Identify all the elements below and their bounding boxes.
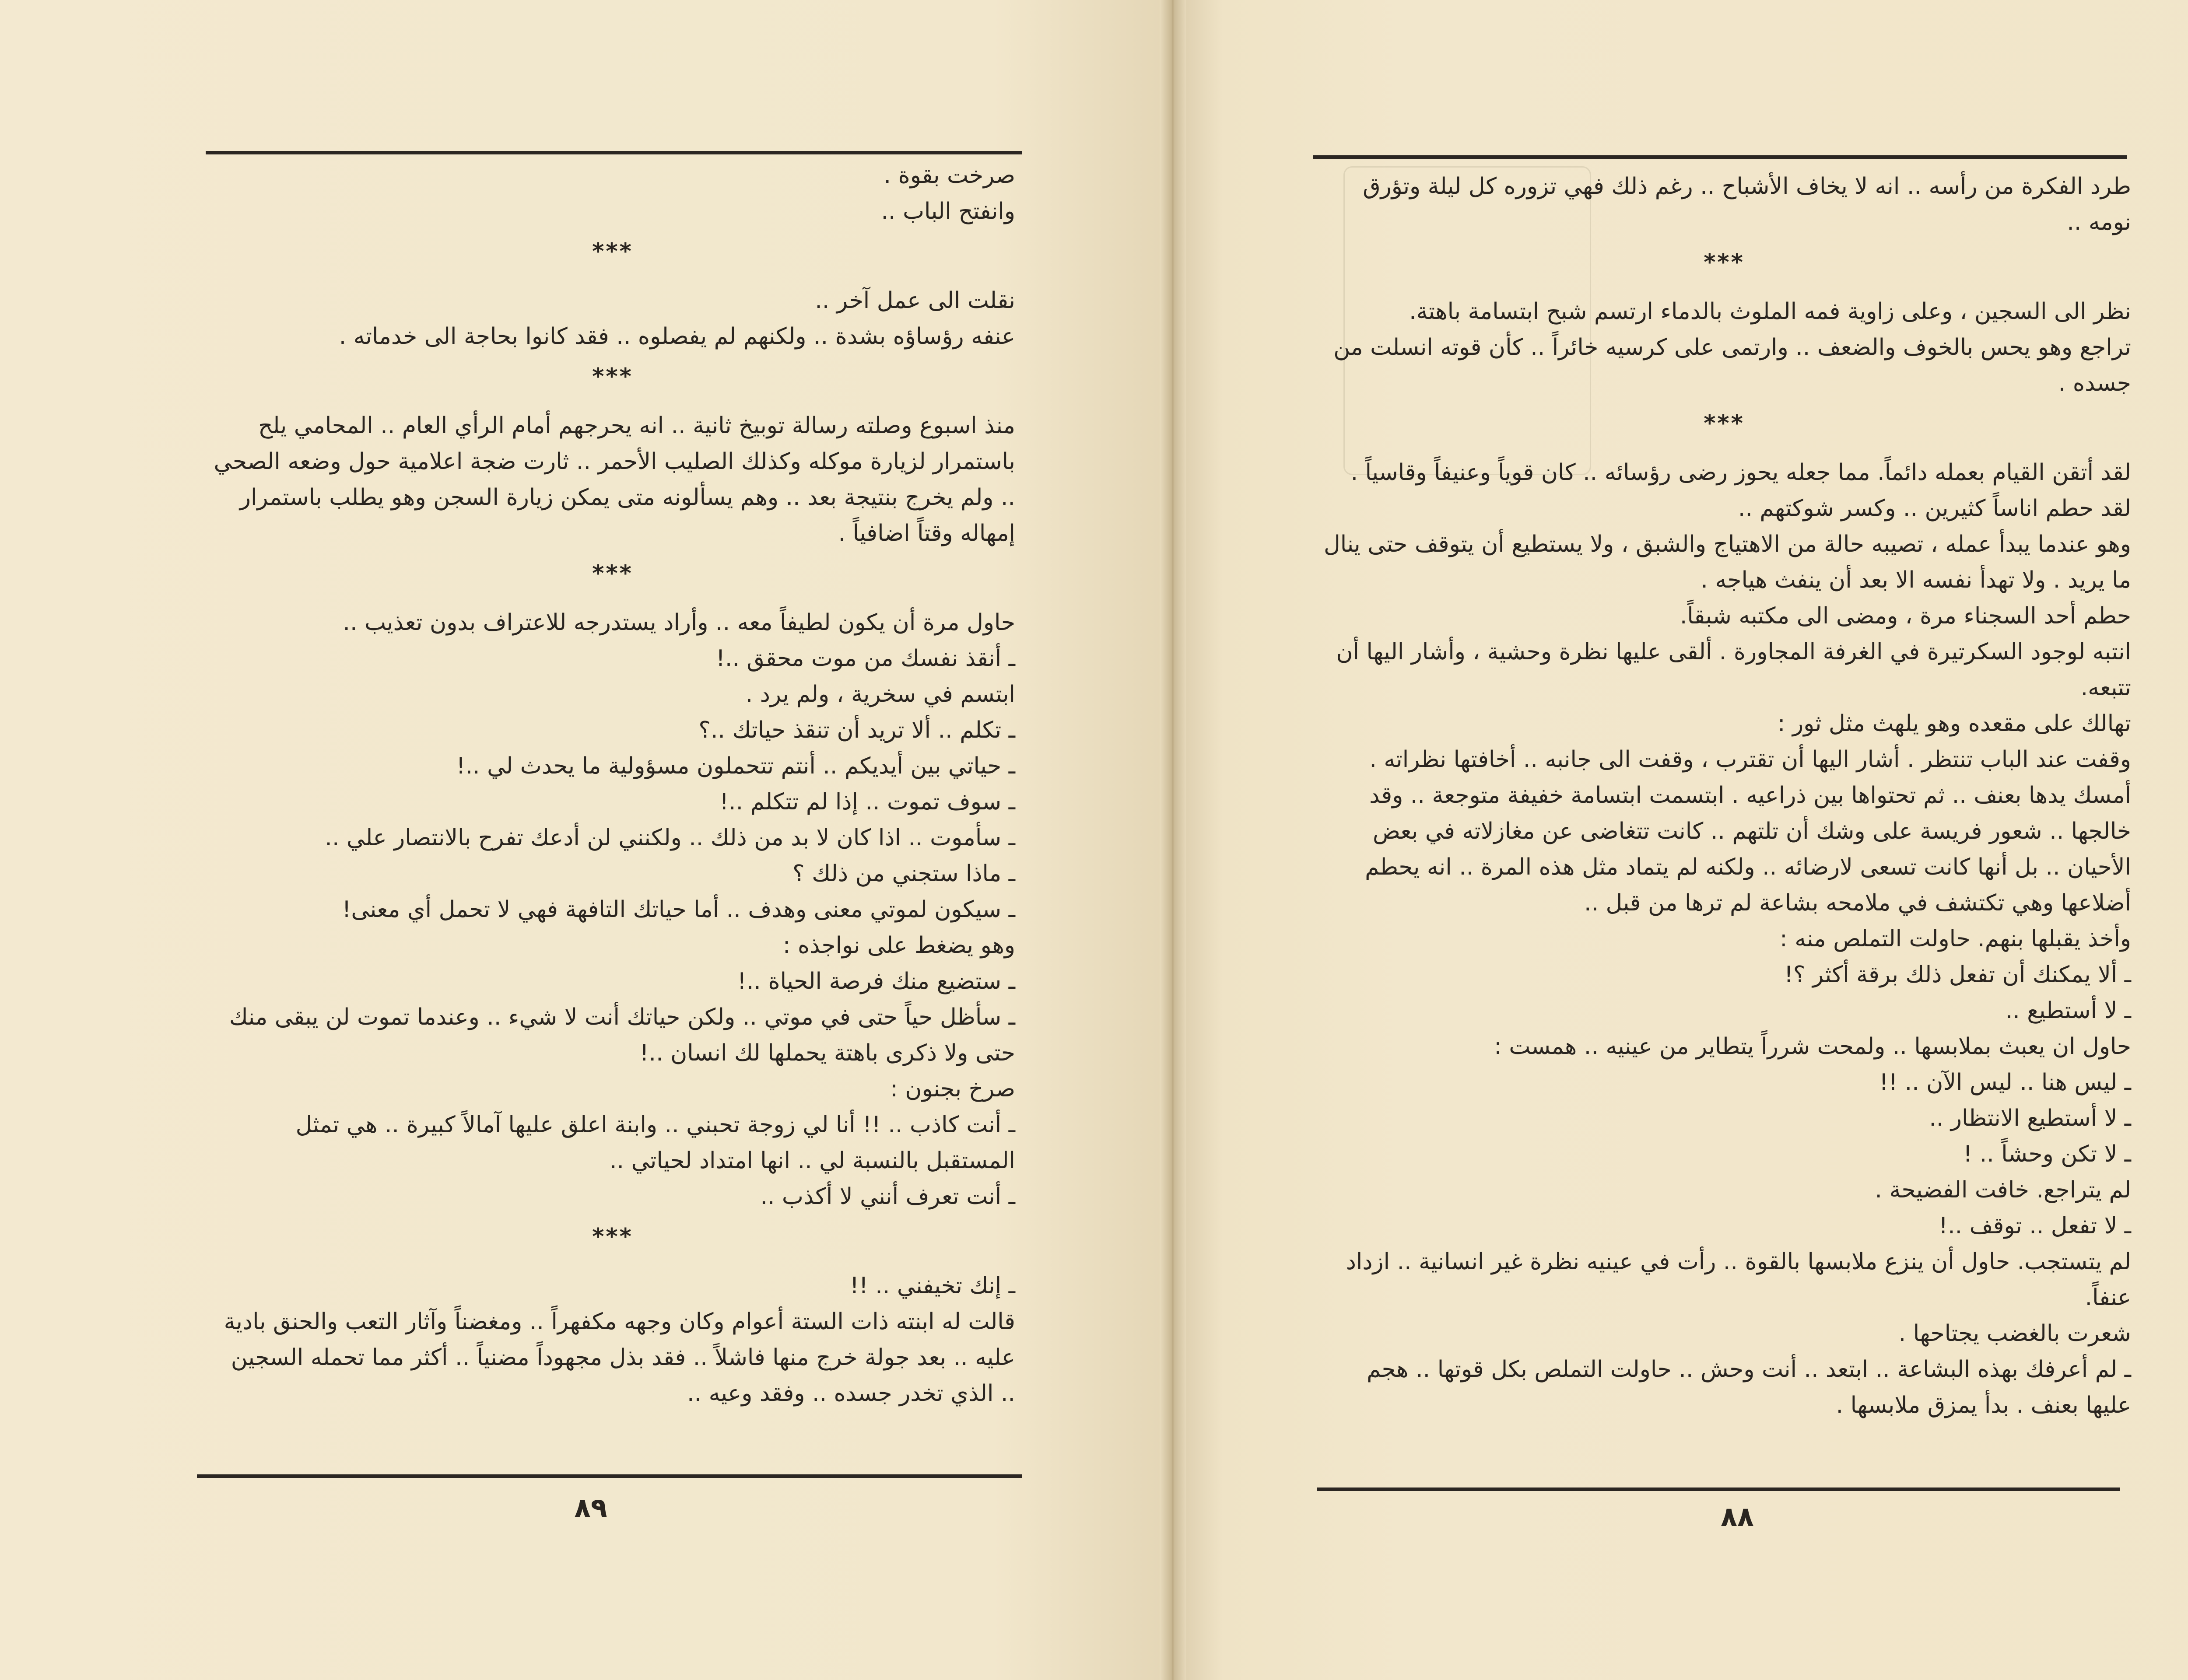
text-paragraph: وهو يضغط على نواجذه :: [782, 932, 1015, 959]
text-paragraph: ـ أنت تعرف أنني لا أكذب ..: [760, 1183, 1015, 1210]
text-paragraph: ـ لم أعرفك بهذه البشاعة .. ابتعد .. أنت وحش .. حاولت التملص بكل قوتها .. هجم عليها بعنف . بدأ يمزق ملابسها .: [1366, 1356, 2131, 1418]
text-paragraph: حاول مرة أن يكون لطيفاً معه .. وأراد يستدرجه للاعتراف بدون تعذيب ..: [343, 609, 1015, 636]
text-paragraph: ـ حياتي بين أيديكم .. أنتم تتحملون مسؤولية ما يحدث لي ..!: [456, 753, 1015, 779]
text-paragraph: قالت له ابنته ذات الستة أعوام وكان وجهه مكفهراً .. ومغضناً وآثار التعب والحنق بادية عليه .. بعد جولة خرج منها فاشلاً .. فقد بذل مجهوداً مضنياً .. أكثر مما تحمله السجين .. الذي تخدر جسده .. وفقد وعيه ..: [224, 1309, 1015, 1407]
section-divider: ***: [592, 560, 633, 587]
text-paragraph: ـ ماذا ستجني من ذلك ؟: [792, 861, 1015, 887]
text-paragraph: منذ اسبوع وصلته رسالة توبيخ ثانية .. انه يحرجهم أمام الرأي العام .. المحامي يلح باستمرار لزيارة موكله وكذلك الصليب الأحمر .. ثارت ضجة اعلامية حول وضعه الصحي .. ولم يخرج بنتيجة بعد .. وهم يسألونه متى يمكن زيارة السجن وهو يطلب باستمرار إمهاله وقتاً اضافياً .: [214, 413, 1015, 546]
text-paragraph: ـ سوف تموت .. إذا لم تتكلم ..!: [719, 789, 1015, 815]
section-divider: ***: [592, 364, 633, 390]
text-paragraph: ابتسم في سخرية ، ولم يرد .: [745, 681, 1015, 707]
text-paragraph: ـ تكلم .. ألا تريد أن تنقذ حياتك ..؟: [698, 717, 1015, 743]
text-paragraph: صرخت بقوة .: [884, 162, 1015, 189]
right-page-number: ٨٨: [1721, 1501, 1754, 1533]
text-paragraph: ـ ستضيع منك فرصة الحياة ..!: [737, 968, 1015, 994]
text-paragraph: ـ سأموت .. اذا كان لا بد من ذلك .. ولكنني لن أدعك تفرح بالانتصار علي ..: [325, 825, 1015, 851]
text-paragraph: وقفت عند الباب تنتظر . أشار اليها أن تقترب ، وقفت الى جانبه .. أخافتها نظراته . أمسك يدها بعنف .. ثم تحتواها بين ذراعيه . ابتسمت ابتسامة خفيفة متوجعة .. وقد خالجها .. شعور فريسة على وشك أن تلتهم .. كانت تتغاضى عن مغازلاته في بعض الأحيان .. بل أنها كانت تسعى لارضائه .. ولكنه لم يتماد مثل هذه المرة .. انه يحطم أضلاعها وهي تكتشف في ملامحه بشاعة لم ترها من قبل ..: [1365, 746, 2131, 916]
left-bottom-rule: [197, 1474, 1022, 1478]
text-paragraph: ـ إنك تخيفني .. !!: [850, 1273, 1015, 1299]
right-page-text: [1317, 168, 2131, 1423]
text-paragraph: ـ لا أستطيع الانتظار ..: [1929, 1105, 2131, 1131]
left-page-text: [210, 158, 1015, 1411]
text-paragraph: وانفتح الباب ..: [881, 198, 1015, 224]
text-paragraph: حطم أحد السجناء مرة ، ومضى الى مكتبه شبقاً.: [1680, 603, 2131, 629]
text-paragraph: وهو عندما يبدأ عمله ، تصيبه حالة من الاهتياج والشبق ، ولا يستطيع أن يتوقف حتى ينال ما يريد . ولا تهدأ نفسه الا بعد أن ينفث هياجه .: [1323, 531, 2131, 593]
text-paragraph: نظر الى السجين ، وعلى زاوية فمه الملوث بالدماء ارتسم شبح ابتسامة باهتة.: [1409, 298, 2131, 325]
text-paragraph: ـ ألا يمكنك أن تفعل ذلك برقة أكثر ؟!: [1784, 962, 2131, 988]
text-paragraph: تهالك على مقعده وهو يلهث مثل ثور :: [1777, 710, 2131, 737]
left-top-rule: [206, 151, 1022, 154]
text-paragraph: ـ لا تفعل .. توقف ..!: [1939, 1213, 2131, 1239]
right-top-rule: [1313, 155, 2127, 159]
left-page-number: ٨٩: [574, 1492, 607, 1524]
text-paragraph: ـ أنت كاذب .. !! أنا لي زوجة تحبني .. وابنة اعلق عليها آمالاً كبيرة .. هي تمثل المستقبل بالنسبة لي .. انها امتداد لحياتي ..: [295, 1112, 1015, 1174]
text-paragraph: ـ لا تكن وحشاً .. !: [1963, 1141, 2131, 1167]
text-paragraph: ـ أنقذ نفسك من موت محقق ..!: [715, 645, 1015, 672]
text-paragraph: تراجع وهو يحس بالخوف والضعف .. وارتمى على كرسيه خائراً .. كأن قوته انسلت من جسده .: [1333, 334, 2131, 396]
text-paragraph: صرخ بجنون :: [890, 1076, 1015, 1102]
text-paragraph: ـ لا أستطيع ..: [2005, 998, 2131, 1024]
text-paragraph: طرد الفكرة من رأسه .. انه لا يخاف الأشباح .. رغم ذلك فهي تزوره كل ليلة وتؤرق نومه ..: [1363, 173, 2131, 235]
book-gutter: [1160, 0, 1186, 1680]
text-paragraph: انتبه لوجود السكرتيرة في الغرفة المجاورة . ألقى عليها نظرة وحشية ، وأشار اليها أن تتبعه.: [1336, 639, 2131, 701]
text-paragraph: لم يتراجع. خافت الفضيحة .: [1875, 1177, 2131, 1203]
section-divider: ***: [1704, 249, 1745, 276]
text-paragraph: لقد حطم اناساً كثيرين .. وكسر شوكتهم ..: [1738, 495, 2131, 522]
section-divider: ***: [592, 1224, 633, 1250]
text-paragraph: شعرت بالغضب يجتاحها .: [1898, 1320, 2131, 1347]
section-divider: ***: [592, 238, 633, 265]
text-paragraph: حاول ان يعبث بملابسها .. ولمحت شرراً يتطاير من عينيه .. همست :: [1494, 1033, 2131, 1060]
text-paragraph: وأخذ يقبلها بنهم. حاولت التملص منه :: [1780, 926, 2131, 952]
text-paragraph: لقد أتقن القيام بعمله دائماً. مما جعله يحوز رضى رؤسائه .. كان قوياً وعنيفاً وقاسياً .: [1350, 459, 2131, 486]
text-paragraph: ـ سيكون لموتي معنى وهدف .. أما حياتك التافهة فهي لا تحمل أي معنى!: [342, 896, 1015, 923]
text-paragraph: لم يتستجب. حاول أن ينزع ملابسها بالقوة .. رأت في عينيه نظرة غير انسانية .. ازداد عنفاً.: [1346, 1249, 2131, 1311]
right-bottom-rule: [1317, 1488, 2120, 1491]
section-divider: ***: [1704, 410, 1745, 437]
text-paragraph: نقلت الى عمل آخر ..: [815, 287, 1015, 314]
text-paragraph: ـ سأظل حياً حتى في موتي .. ولكن حياتك أنت لا شيء .. وعندما تموت لن يبقى منك حتى ولا ذكرى باهتة يحملها لك انسان ..!: [229, 1004, 1015, 1066]
text-paragraph: عنفه رؤساؤه بشدة .. ولكنهم لم يفصلوه .. فقد كانوا بحاجة الى خدماته .: [339, 323, 1015, 350]
text-paragraph: ـ ليس هنا .. ليس الآن .. !!: [1879, 1069, 2131, 1096]
